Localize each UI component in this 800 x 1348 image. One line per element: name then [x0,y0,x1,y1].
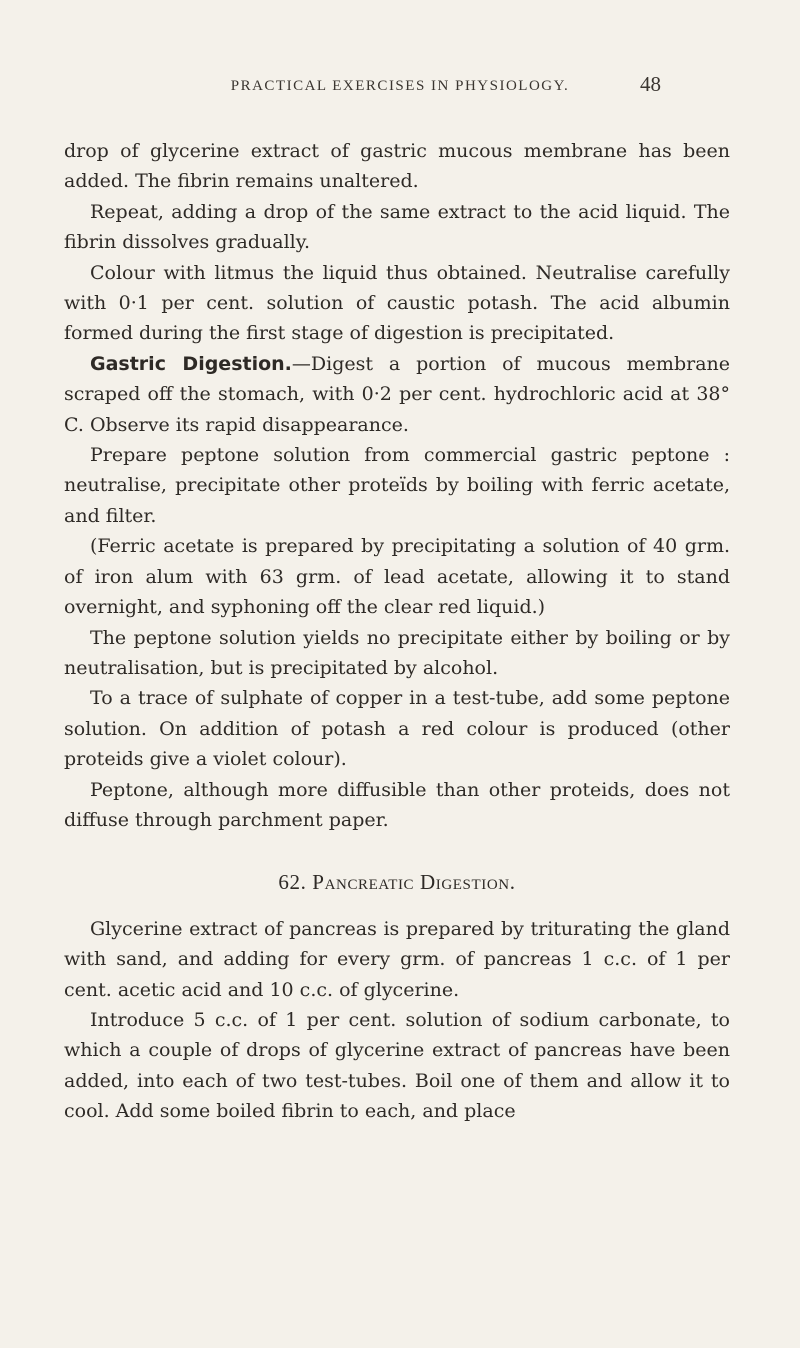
paragraph-text: —Digest a portion of mucous membrane scraped off the stomach, with 0·2 per cent. hydrochloric acid at 38° C. Observe its rapid disappearance. [64,352,730,436]
paragraph: Peptone, although more diffusible than other proteids, does not diffuse through parchment paper. [64,778,730,831]
run-in-heading: Gastric Digestion. [90,352,292,375]
paragraph: Prepare peptone solution from commercial gastric peptone : neutralise, precipitate other proteïds by boiling with ferric acetate, and filter. [64,444,730,527]
paragraph: Colour with litmus the liquid thus obtained. Neutralise carefully with 0·1 per cent. solution of caustic potash. The acid albumin formed during the first stage of digestion is precipitated. [64,261,730,345]
paragraph: Introduce 5 c.c. of 1 per cent. solution of sodium carbonate, to which a couple of drops of glycerine extract of pancreas have been added, into each of two test-tubes. Boil one of them and allow it to cool. Add some boiled fibrin to each, and place [64,1008,730,1123]
paragraph: The peptone solution yields no precipitate either by boiling or by neutralisation, but is precipitated by alcohol. [64,626,730,679]
running-head: PRACTICAL EXERCISES IN PHYSIOLOGY. [230,78,570,94]
paragraph-gastric-digestion [64,349,730,440]
section-heading: 62. Pancreatic Digestion. [278,870,516,895]
paragraph: Glycerine extract of pancreas is prepared by triturating the gland with sand, and adding for every grm. of pancreas 1 c.c. of 1 per cent. acetic acid and 10 c.c. of glycerine. [64,917,730,1001]
paragraph: drop of glycerine extract of gastric mucous membrane has been added. The fibrin remains unaltered. [64,140,730,193]
page-number: 48 [640,72,661,96]
paragraph: To a trace of sulphate of copper in a test-tube, add some peptone solution. On addition of potash a red colour is produced (other proteids give a violet colour). [64,687,730,771]
paragraph: (Ferric acetate is prepared by precipitating a solution of 40 grm. of iron alum with 63 grm. of lead acetate, allowing it to stand overnight, and syphoning off the clear red liquid.) [64,535,730,619]
body-text [64,136,730,1127]
paragraph: Repeat, adding a drop of the same extract to the acid liquid. The fibrin dissolves gradually. [64,200,730,254]
